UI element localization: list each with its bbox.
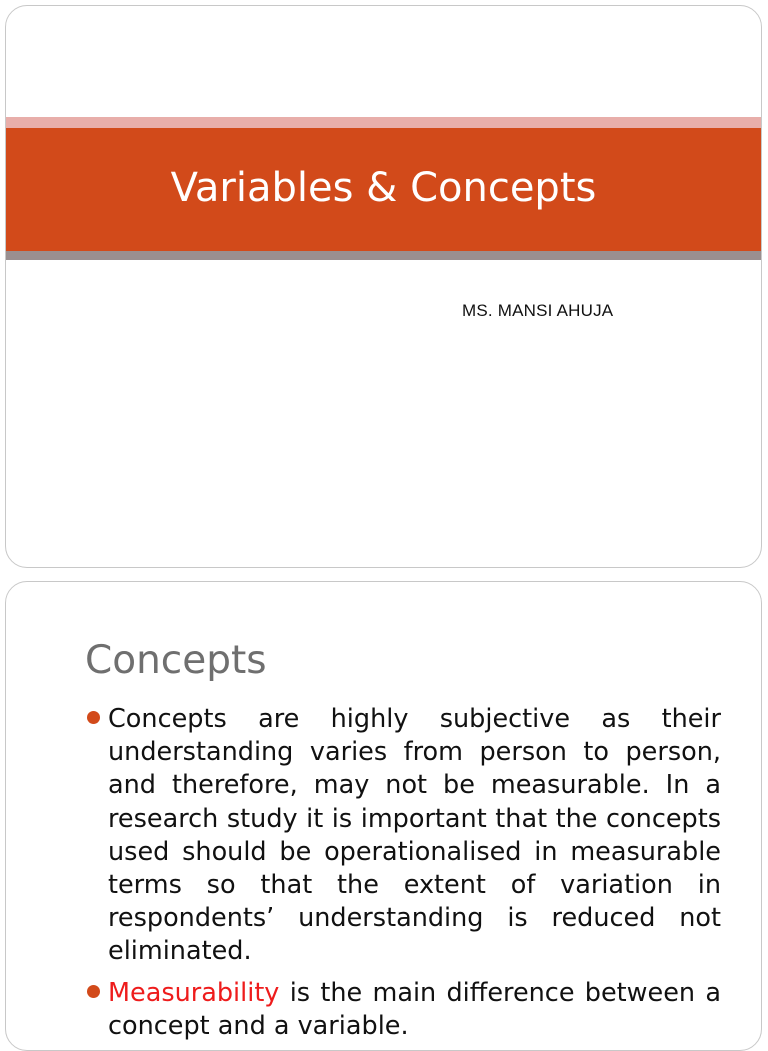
content-slide <box>5 581 762 1051</box>
bullet-list <box>85 703 721 1051</box>
bullet-item <box>85 703 721 969</box>
slide-heading: Concepts <box>85 638 267 683</box>
bullet-text: Concepts are highly subjective as their understanding varies from person to person, and therefore, may not be measurable. In a research study it is important that the concepts used should be operationalised in measurable terms so that the extent of variation in respondents’ understanding is reduced not eliminated. <box>108 704 721 967</box>
bullet-item <box>85 977 721 1043</box>
title-band-bottom-stripe <box>6 251 761 260</box>
title-band <box>6 128 761 251</box>
slide-title: Variables & Concepts <box>170 164 597 211</box>
author-name: MS. MANSI AHUJA <box>462 301 614 320</box>
bullet-highlight-term: Measurability <box>108 977 280 1008</box>
title-band-top-stripe <box>6 117 761 128</box>
bullet-text: is the main difference between a concept and a variable. <box>108 977 721 1041</box>
title-slide <box>5 5 762 568</box>
bullet-dot-icon <box>87 985 100 998</box>
bullet-dot-icon <box>87 711 100 724</box>
